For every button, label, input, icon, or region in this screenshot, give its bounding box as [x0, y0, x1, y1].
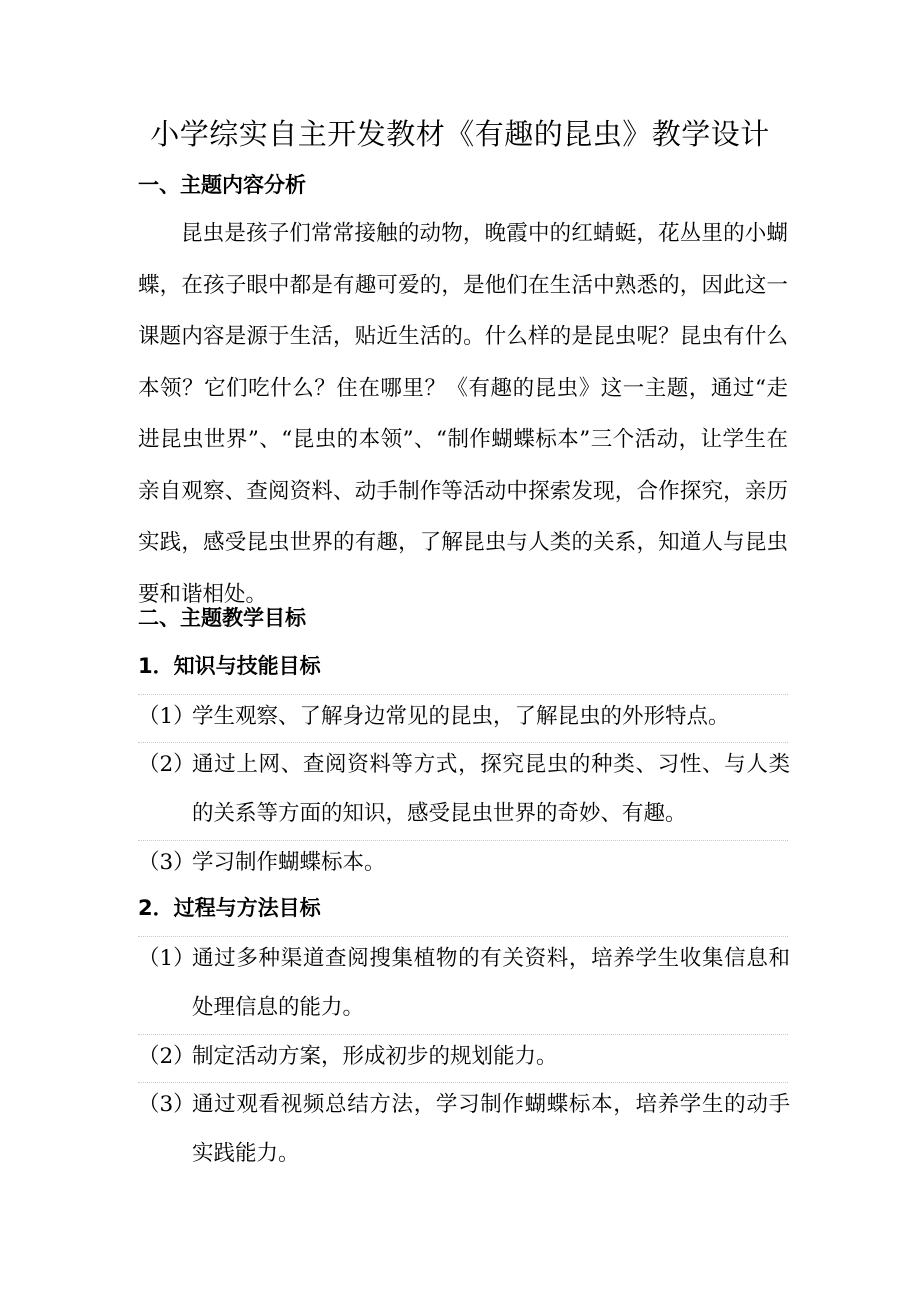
- item-number: （1）: [138, 946, 195, 971]
- item-text: 通过上网、查阅资料等方式，探究昆虫的种类、习性、与人类的关系等方面的知识，感受昆虫世界的奇妙、有趣。: [192, 752, 790, 826]
- document-title: 小学综实自主开发教材《有趣的昆虫》教学设计: [150, 117, 770, 151]
- subheading-process-methods: 2．过程与方法目标: [138, 896, 321, 920]
- list-item: [138, 1033, 790, 1082]
- item-number: （3）: [138, 1092, 195, 1117]
- list-item: [138, 935, 790, 1032]
- list-item: [138, 839, 790, 888]
- item-text: 通过观看视频总结方法，学习制作蝴蝶标本，培养学生的动手实践能力。: [192, 1092, 790, 1166]
- item-number: （2）: [138, 752, 195, 777]
- subheading-knowledge-skills: 1．知识与技能目标: [138, 654, 321, 678]
- list-item: [138, 741, 790, 838]
- item-number: （3）: [138, 850, 195, 875]
- item-text: 通过多种渠道查阅搜集植物的有关资料，培养学生收集信息和处理信息的能力。: [192, 946, 790, 1020]
- section-heading-content-analysis: 一、主题内容分析: [138, 173, 306, 197]
- item-number: （1）: [138, 704, 195, 729]
- section-heading-teaching-goals: 二、主题教学目标: [138, 606, 306, 630]
- item-text: 制定活动方案，形成初步的规划能力。: [192, 1044, 558, 1069]
- list-item: [138, 1081, 790, 1178]
- list-item: [138, 693, 790, 742]
- item-text: 学习制作蝴蝶标本。: [192, 850, 386, 875]
- item-text: 学生观察、了解身边常见的昆虫，了解昆虫的外形特点。: [192, 704, 730, 729]
- content-analysis-paragraph: 昆虫是孩子们常常接触的动物，晚霞中的红蜻蜓，花丛里的小蝴蝶，在孩子眼中都是有趣可爱的，是他们在生活中熟悉的，因此这一课题内容是源于生活，贴近生活的。什么样的是昆虫呢？昆虫有什么本领？它们吃什么？住在哪里？《有趣的昆虫》这一主题，通过“走进昆虫世界”、“昆虫的本领”、“制作蝴蝶标本”三个活动，让学生在亲自观察、查阅资料、动手制作等活动中探索发现，合作探究，亲历实践，感受昆虫世界的有趣，了解昆虫与人类的关系，知道人与昆虫要和谐相处。: [138, 221, 788, 607]
- item-number: （2）: [138, 1044, 195, 1069]
